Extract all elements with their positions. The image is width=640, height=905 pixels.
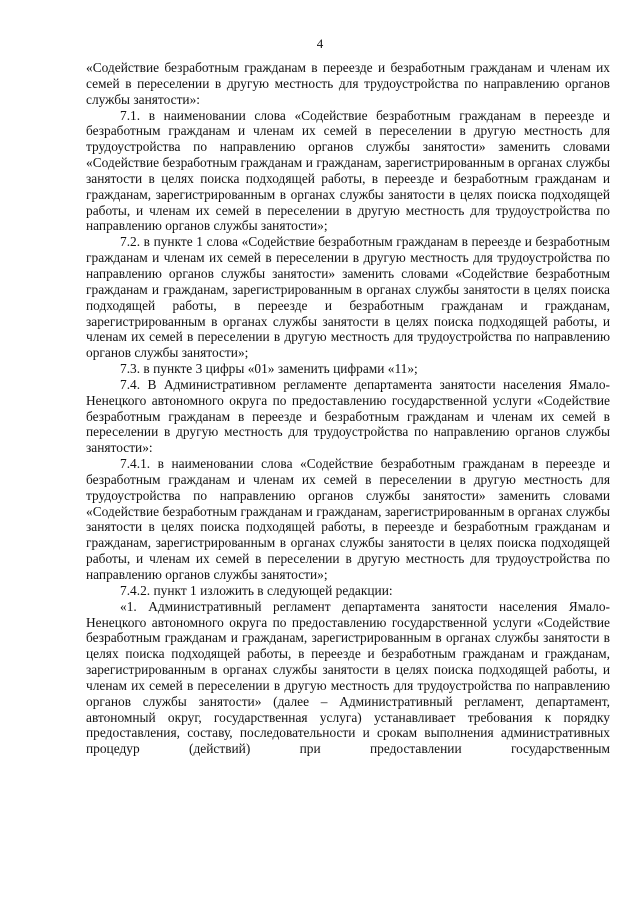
paragraph-7-2: 7.2. в пункте 1 слова «Содействие безработным гражданам в переезде и безработным гражданам и членам их семей в переселении в другую местность для трудоустройства по направлению органов службы занятости» заменить словами «Содействие безработным гражданам и гражданам, зарегистрированным в органах службы занятости в целях поиска подходящей работы, в переезде и безработным гражданам и гражданам, зарегистрированным в органах службы занятости в целях поиска подходящей работы, и членам их семей в переселении в другую местность для трудоустройства по направлению органов службы занятости»; bbox=[86, 234, 610, 361]
paragraph-7-1: 7.1. в наименовании слова «Содействие безработным гражданам в переезде и безработным гражданам и членам их семей в переселении в другую местность для трудоустройства по направлению органов службы занятости» заменить словами «Содействие безработным гражданам и гражданам, зарегистрированным в органах службы занятости в целях поиска подходящей работы, в переезде и безработным гражданам и гражданам, зарегистрированным в органах службы занятости в целях поиска подходящей работы, и членам их семей в переселении в другую местность для трудоустройства по направлению органов службы занятости»; bbox=[86, 107, 610, 234]
paragraph-quoted-item-1: «1. Административный регламент департамента занятости населения Ямало-Ненецкого автономного округа по предоставлению государственной услуги «Содействие безработным гражданам и гражданам, зарегистрированным в органах службы занятости в целях поиска подходящей работы, в переезде и безработным гражданам и гражданам, зарегистрированным в органах службы занятости в целях поиска подходящей работы, и членам их семей в переселении в другую местность для трудоустройства по направлению органов службы занятости» (далее – Административный регламент, департамент, автономный округ, государственная услуга) устанавливает требования к порядку предоставления, составу, последовательности и срокам выполнения административных процедур (действий) при предоставлении государственным bbox=[86, 598, 610, 757]
document-body bbox=[86, 60, 610, 757]
paragraph-continuation: «Содействие безработным гражданам в переезде и безработным гражданам и членам их семей в переселении в другую местность для трудоустройства по направлению органов службы занятости»: bbox=[86, 60, 610, 107]
paragraph-7-3: 7.3. в пункте 3 цифры «01» заменить цифрами «11»; bbox=[120, 361, 418, 377]
paragraph-7-4: 7.4. В Административном регламенте департамента занятости населения Ямало-Ненецкого автономного округа по предоставлению государственной услуги «Содействие безработным гражданам в переезде и безработным гражданам и членам их семей в переселении в другую местность для трудоустройства по направлению органов службы занятости»: bbox=[86, 376, 610, 456]
paragraph-7-4-1: 7.4.1. в наименовании слова «Содействие безработным гражданам в переезде и безработным гражданам и членам их семей в переселении в другую местность для трудоустройства по направлению органов службы занятости» заменить словами «Содействие безработным гражданам и гражданам, зарегистрированным в органах службы занятости в целях поиска подходящей работы, в переезде и безработным гражданам и гражданам, зарегистрированным в органах службы занятости в целях поиска подходящей работы, и членам их семей в переселении в другую местность для трудоустройства по направлению органов службы занятости»; bbox=[86, 456, 610, 582]
paragraph-7-4-2: 7.4.2. пункт 1 изложить в следующей редакции: bbox=[120, 582, 393, 598]
page-number: 4 bbox=[316, 36, 324, 51]
